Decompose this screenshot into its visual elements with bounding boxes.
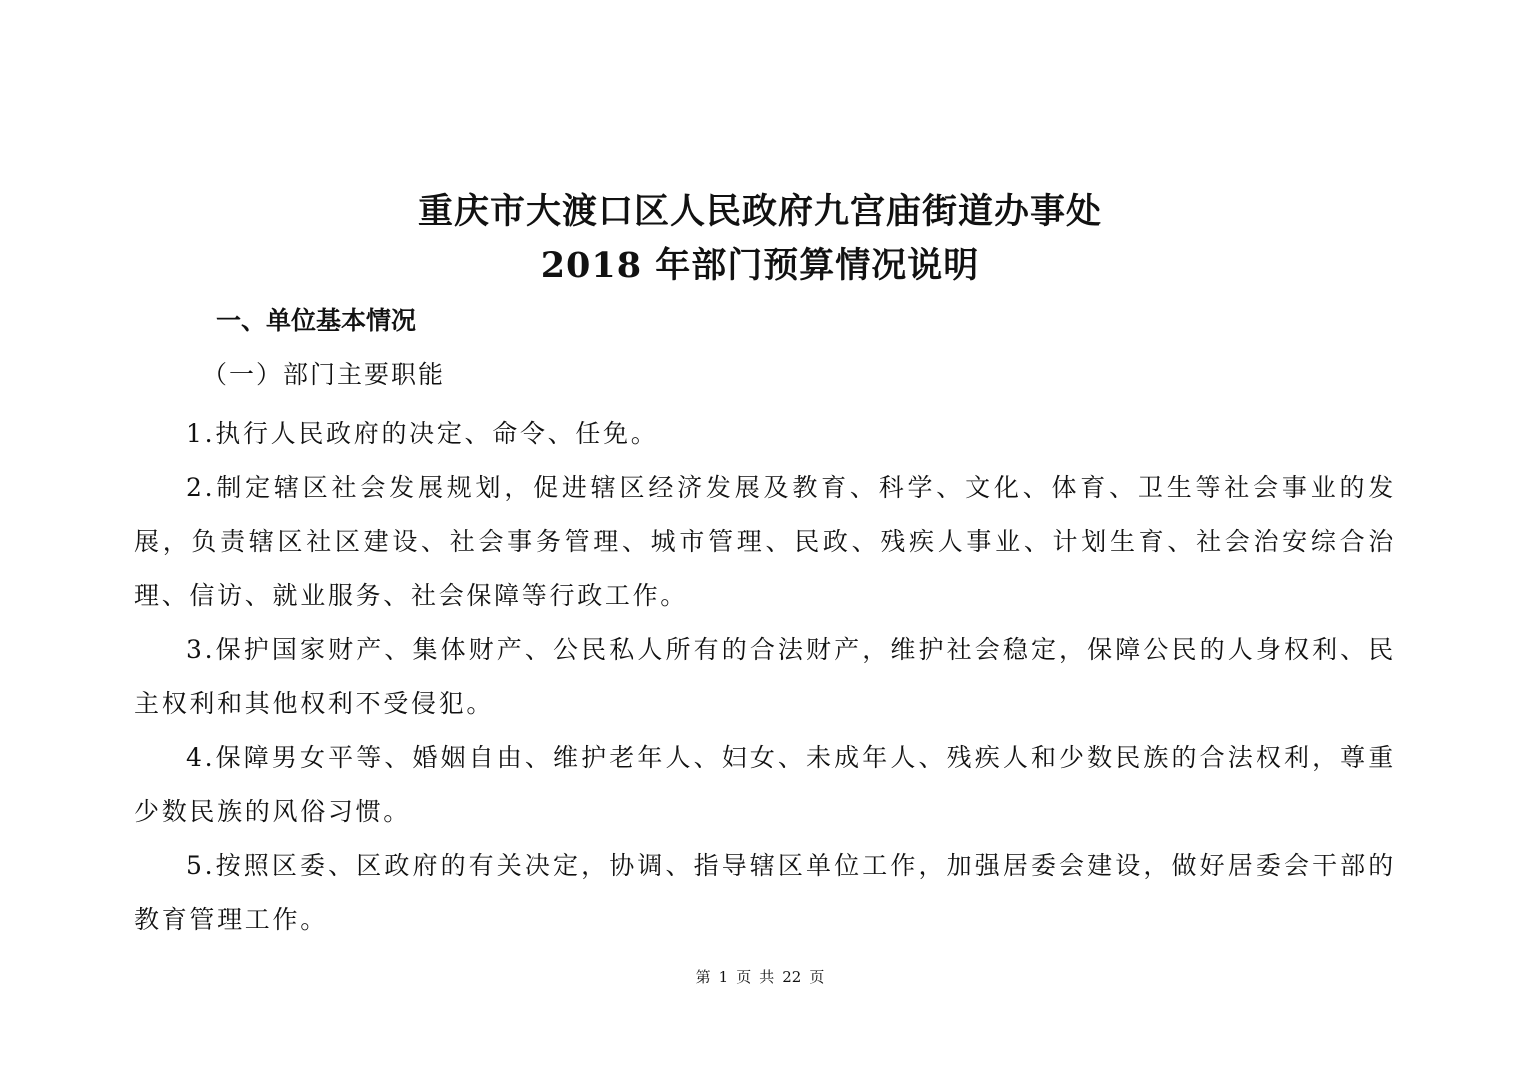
section-heading: 一、单位基本情况: [216, 306, 417, 335]
paragraph-2: 2.制定辖区社会发展规划，促进辖区经济发展及教育、科学、文化、体育、卫生等社会事业的发展，负责辖区社区建设、社会事务管理、城市管理、民政、残疾人事业、计划生育、社会治安综合治理、信访、就业服务、社会保障等行政工作。: [134, 473, 1396, 610]
footer-page-suffix: 页: [809, 968, 825, 986]
footer-current-page: 1: [718, 968, 729, 986]
paragraph-1: 1.执行人民政府的决定、命令、任免。: [186, 419, 659, 448]
footer-total-pages: 22: [782, 968, 802, 986]
paragraph-4: 4.保障男女平等、婚姻自由、维护老年人、妇女、未成年人、残疾人和少数民族的合法权利，尊重少数民族的风俗习惯。: [134, 743, 1396, 826]
paragraph-5: 5.按照区委、区政府的有关决定，协调、指导辖区单位工作，加强居委会建设，做好居委会干部的教育管理工作。: [134, 851, 1396, 934]
footer-total-prefix: 共: [759, 968, 775, 986]
document-title-line1: 重庆市大渡口区人民政府九宫庙街道办事处: [417, 191, 1102, 232]
footer-prefix: 第: [695, 968, 711, 986]
footer-page-label: 页: [736, 968, 752, 986]
page-footer: [0, 967, 1520, 987]
subsection-heading: （一）部门主要职能: [202, 360, 446, 389]
document-title-line2: 2018 年部门预算情况说明: [540, 245, 980, 286]
paragraph-3: 3.保护国家财产、集体财产、公民私人所有的合法财产，维护社会稳定，保障公民的人身权利、民主权利和其他权利不受侵犯。: [134, 635, 1396, 718]
